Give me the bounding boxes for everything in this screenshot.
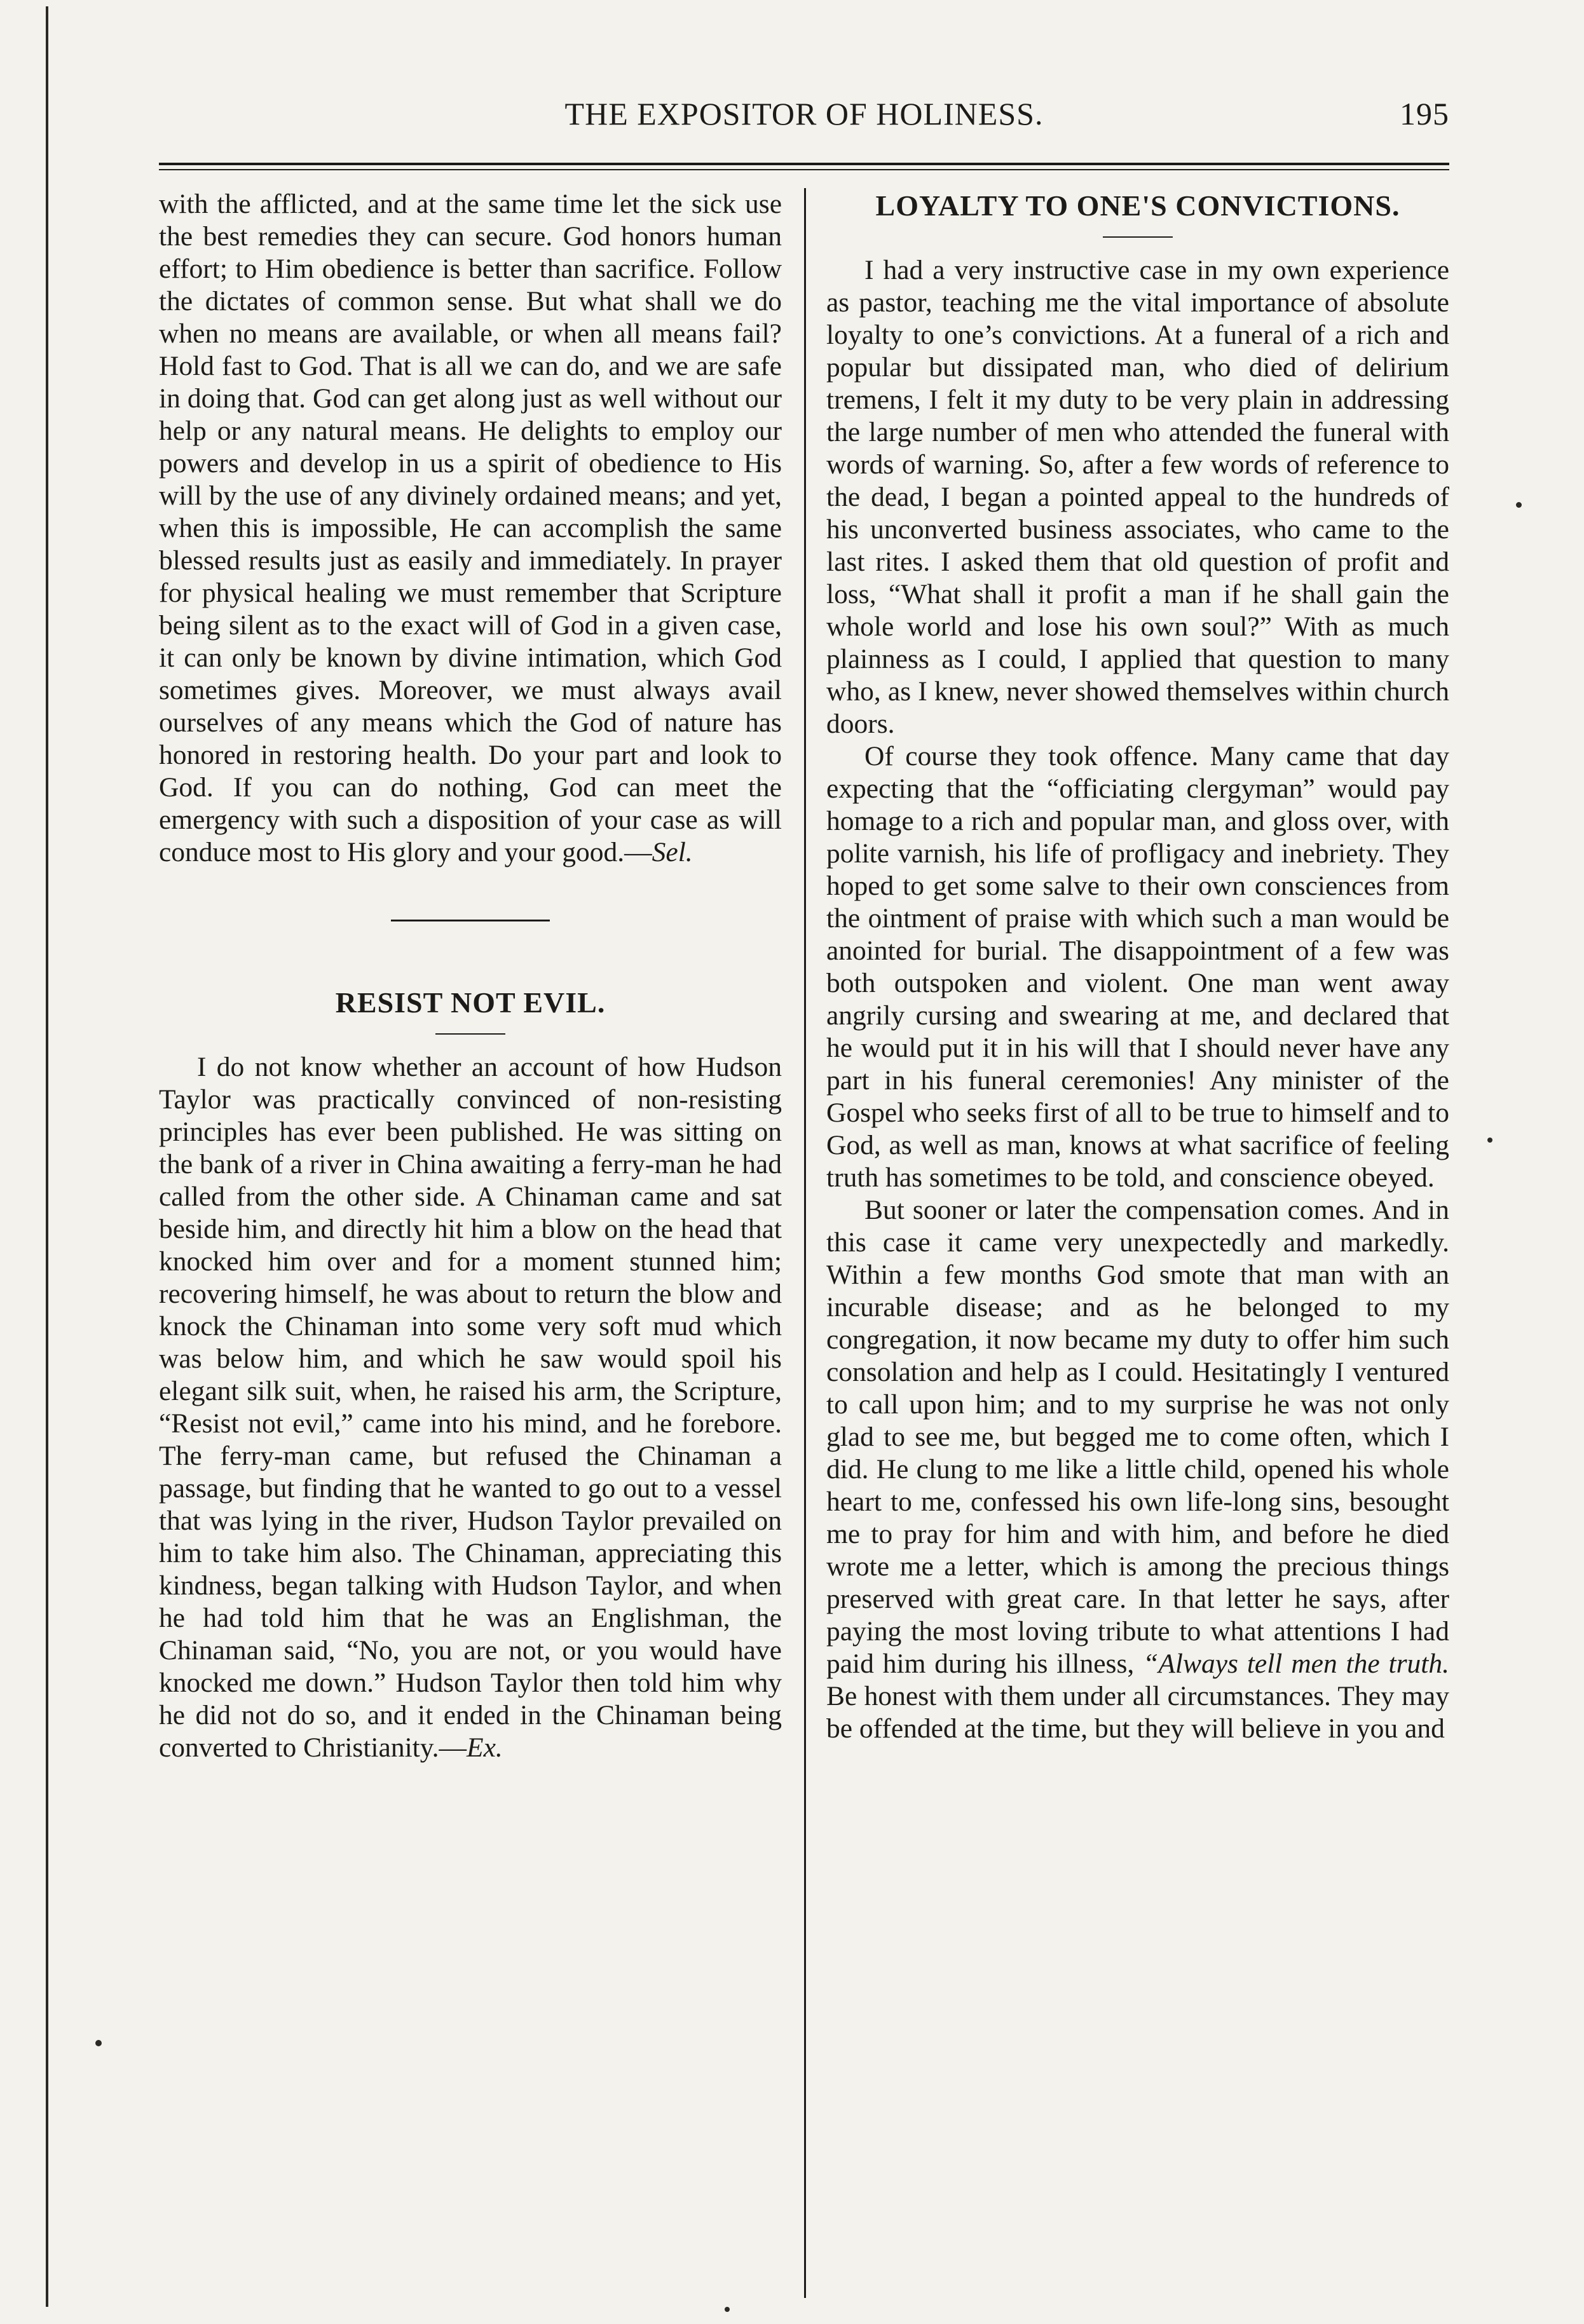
article-title-loyalty: LOYALTY TO ONE'S CONVICTIONS. [875, 189, 1400, 222]
page [159, 95, 1449, 2298]
title-rule [435, 1033, 505, 1035]
article-paragraph: Of course they took offence. Many came that day expecting that the “officiating clergyman” would pay homage to a rich and popular man, and gloss over, with polite varnish, his life of profligacy and inebriety. They hoped to get some salve to their own consciences from the ointment of praise with which such a man would be anointed for burial. The disappointment of a few was both outspoken and violent. One man went away angrily cursing and swearing at me, and declared that he would put it in his will that I should never have any part in his funeral ceremonies! Any minister of the Gospel who seeks first of all to be true to himself and to God, as well as man, knows at what sacrifice of feeling truth has sometimes to be told, and conscience obeyed. [826, 741, 1449, 1193]
print-speck [1516, 502, 1522, 508]
two-column-body [159, 188, 1449, 2298]
article-paragraph [159, 1051, 782, 1764]
header-rule [159, 163, 1449, 165]
print-speck [725, 2307, 730, 2312]
print-speck [95, 2040, 102, 2046]
column-divider [804, 188, 806, 2298]
page-number: 195 [1400, 96, 1449, 132]
continued-article-paragraph [159, 188, 782, 869]
header-rule-thin [159, 169, 1449, 170]
article-paragraph [826, 1194, 1449, 1745]
article-body: I do not know whether an account of how Hudson Taylor was practically convinced of non-resisting principles has ever been published. He was sitting on the bank of a river in China awaiting a ferry-man he had called from the other side. A Chinaman came and sat beside him, and directly hit him a blow on the head that knocked him over and for a moment stunned him; recovering himself, he was about to return the blow and knock the Chinaman into some very soft mud which was below him, and which he saw would spoil his elegant silk suit, when, he raised his arm, the Scripture, “Resist not evil,” came into his mind, and he forebore. The ferry-man came, but refused the Chinaman a passage, but finding that he wanted to go out to a vessel that was lying in the river, Hudson Taylor prevailed on him to take him also. The Chinaman, appreciating this kindness, began talking with Hudson Taylor, and when he had told him that he was an Englishman, the Chinaman said, “No, you are not, or you would have knocked me down.” Hudson Taylor then told him why he did not do so, and it ended in the Chinaman being converted to Christianity.— [159, 1052, 782, 1763]
continued-text: with the afflicted, and at the same time let the sick use the best remedies they can secure. God honors human effort; to Him obedience is better than sacrifice. Follow the dictates of common sense. But what shall we do when no means are available, or when all means fail? Hold fast to God. That is all we can do, and we are safe in doing that. God can get along just as well without our help or any natural means. He delights to employ our powers and develop in us a spirit of obedience to His will by the use of any divinely ordained means; and yet, when this is impossible, He can accomplish the same blessed results just as easily and immediately. In prayer for physical healing we must remember that Scripture being silent as to the exact will of God in a given case, it can only be known by divine intimation, which God sometimes gives. Moreover, we must always avail ourselves of any means which the God of nature has honored in restoring health. Do your part and look to God. If you can do nothing, God can meet the emergency with such a disposition of your case as will conduce most to His glory and your good.— [159, 189, 782, 867]
right-column [826, 188, 1449, 1745]
paragraph-text: But sooner or later the compensation comes. And in this case it came very unexpectedly and markedly. Within a few months God smote that man with an incurable disease; and as he belonged to my congregation, it now became my duty to offer him such consolation and help as I could. Hesitatingly I ventured to call upon him; and to my surprise he was not only glad to see me, but begged me to come often, which I did. He clung to me like a little child, opened his whole heart to me, confessed his own life-long sins, besought me to pray for him and with him, and before he died wrote me a letter, which is among the precious things preserved with great care. In that letter he says, after paying the most loving tribute to what attentions I had paid him during his illness, [826, 1195, 1449, 1679]
article-title-resist-not-evil: RESIST NOT EVIL. [335, 986, 606, 1019]
article-source: Sel. [652, 837, 693, 867]
paragraph-tail: Be honest with them under all circumstances. They may be offended at the time, but they will believe in you and [826, 1681, 1449, 1744]
left-column [159, 188, 782, 1764]
title-rule [1103, 236, 1173, 238]
binding-edge [46, 6, 48, 2307]
print-speck [1487, 1138, 1492, 1143]
article-source: Ex. [467, 1732, 503, 1763]
running-head [159, 95, 1449, 146]
journal-title: THE EXPOSITOR OF HOLINESS. [564, 96, 1044, 132]
section-divider [391, 920, 550, 921]
italic-quote: “Always tell men the truth. [1143, 1648, 1449, 1679]
article-paragraph: I had a very instructive case in my own experience as pastor, teaching me the vital importance of absolute loyalty to one’s convictions. At a funeral of a rich and popular but dissipated man, who died of delirium tremens, I felt it my duty to be very plain in addressing the large number of men who attended the funeral with words of warning. So, after a few words of reference to the dead, I began a pointed appeal to the hundreds of his unconverted business associates, who came to the last rites. I asked them that old question of profit and loss, “What shall it profit a man if he shall gain the whole world and lose his own soul?” With as much plainness as I could, I applied that question to many who, as I knew, never showed themselves within church doors. [826, 255, 1449, 739]
